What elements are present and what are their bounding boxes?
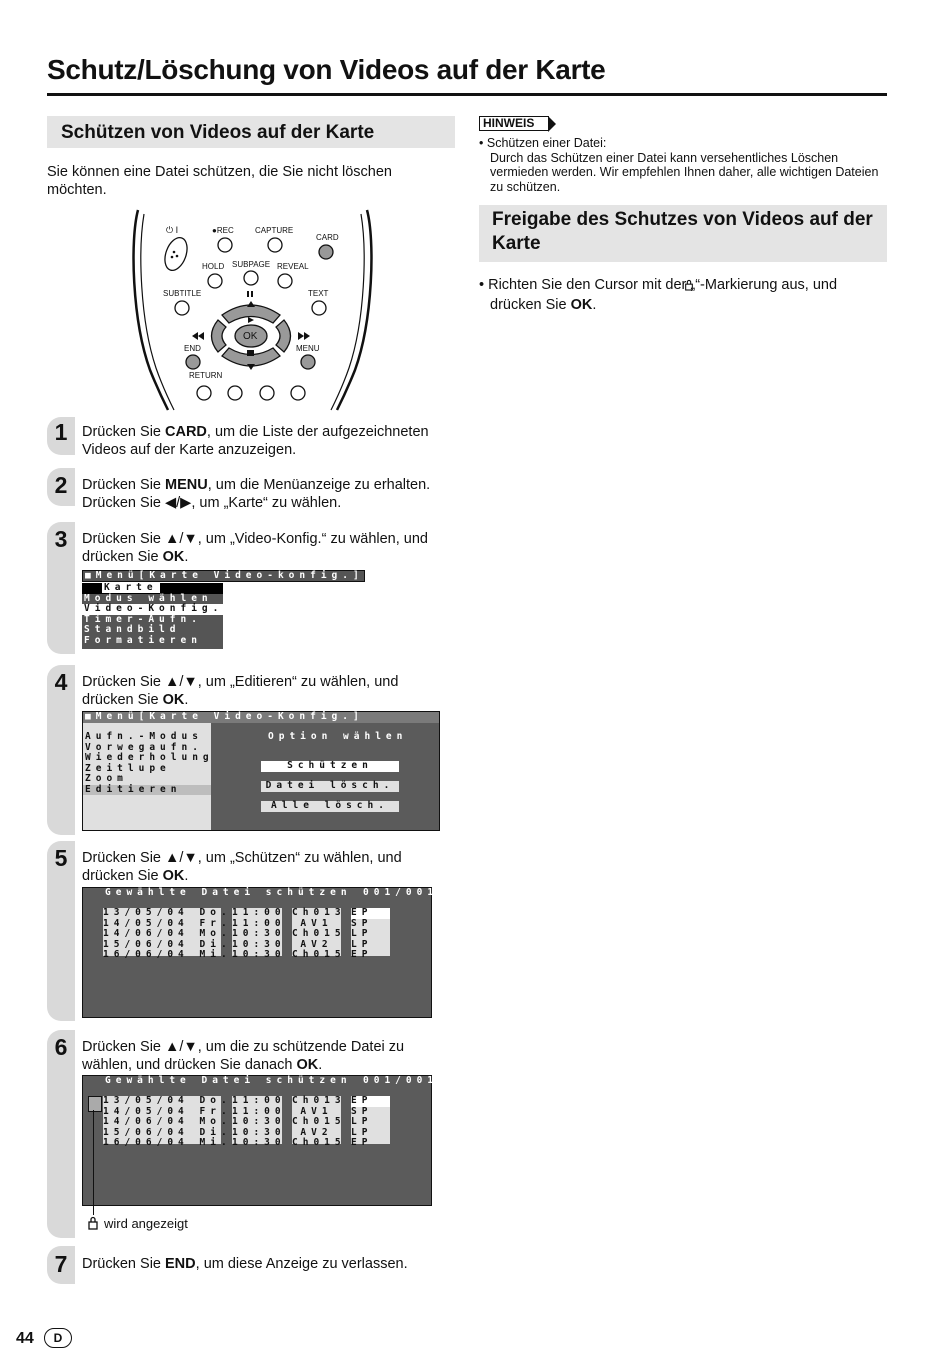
menu3-list [82, 583, 223, 649]
remote-label-reveal: REVEAL [277, 262, 309, 271]
lock-caption: wird angezeigt [104, 1216, 188, 1231]
remote-label-return: RETURN [189, 371, 223, 380]
remote-label-end: END [184, 344, 201, 353]
step-text-7: Drücken Sie END, um diese Anzeige zu verlassen. [82, 1256, 408, 1272]
menu4-item[interactable]: Zeitlupe [85, 762, 171, 774]
step-text-2: Drücken Sie MENU, um die Menüanzeige zu erhalten. Drücken Sie ◀/▶, um „Karte“ zu wählen. [82, 477, 431, 511]
step-text-6: Drücken Sie ▲/▼, um die zu schützende Datei zu wählen, und drücken Sie danach OK. [82, 1039, 405, 1073]
filelist-row[interactable]: 14/06/04 Mo. [103, 928, 232, 939]
step-number: 2 [54, 472, 68, 498]
menu4-option-delete-file[interactable]: Datei lösch. [261, 781, 399, 792]
menu3-item-selected[interactable]: Karte [82, 583, 223, 594]
hinweis-note: • Schützen einer Datei: Durch das Schützen einer Datei kann versehentliches Löschen vermieden werden. Wir empfehlen Ihnen daher, alle wichtigen Dateien zu schützen. [479, 136, 879, 194]
remote-label-text: TEXT [308, 289, 329, 298]
remote-label-ok: OK [243, 331, 258, 342]
step-text-3: Drücken Sie ▲/▼, um „Video-Konfig.“ zu wählen, und drücken Sie OK. [82, 531, 428, 565]
filelist-mode-col: EP SP LP LP EP [351, 908, 390, 956]
step-number: 5 [54, 845, 68, 871]
remote-label-menu: MENU [296, 344, 320, 353]
step-text-4: Drücken Sie ▲/▼, um „Editieren“ zu wählen, und drücken Sie OK. [82, 674, 399, 708]
menu3-item[interactable]: Formatieren [84, 634, 202, 646]
unprotect-instruction: • Richten Sie den Cursor mit der „“-Markierung aus, und drücken Sie OK. [479, 277, 838, 313]
menu4-option-delete-all[interactable]: Alle lösch. [261, 801, 399, 812]
section-heading-unprotect: Freigabe des Schutzes von Videos auf der Karte [479, 205, 887, 262]
remote-label-power: ⏻ I [166, 225, 179, 235]
filelist-row[interactable]: 14/05/04 Fr. [103, 1105, 232, 1117]
lock-icon [87, 1216, 99, 1230]
menu4-item[interactable]: Wiederholung [85, 752, 214, 763]
filelist-row[interactable]: 16/06/04 Mi. [103, 1137, 232, 1148]
menu3-item[interactable]: Timer-Aufn. [84, 613, 202, 625]
filelist-row[interactable]: 16/06/04 Mi. [103, 949, 232, 960]
filelist-channel-col: Ch013 AV1 Ch015 AV2 Ch015 [292, 907, 346, 960]
menu4-item[interactable]: Vorwegaufn. [85, 741, 203, 753]
filelist-row[interactable]: 14/06/04 Mo. [103, 1116, 232, 1127]
remote-label-hold: HOLD [202, 262, 225, 271]
filelist-row[interactable]: 13/05/04 Do. [103, 1095, 232, 1106]
title-rule [47, 93, 887, 96]
menu4-item[interactable]: Zoom [85, 773, 128, 784]
filelist-row[interactable]: 14/05/04 Fr. [103, 917, 232, 929]
filelist-date-col [103, 907, 232, 960]
menu4-option-title: Option wählen [268, 731, 408, 742]
remote-label-rec: ●REC [212, 226, 234, 235]
step-number: 7 [54, 1251, 68, 1277]
intro-text: Sie können eine Datei schützen, die Sie nicht löschen möchten. [47, 164, 392, 198]
callout-line [93, 1110, 94, 1215]
menu4-left-panel [83, 723, 214, 830]
menu4-screen [82, 711, 440, 831]
remote-label-subtitle: SUBTITLE [163, 289, 202, 298]
menu4-item[interactable]: Aufn.-Modus [85, 731, 203, 742]
step-bar-6 [47, 1030, 75, 1238]
filelist-header: Gewählte Datei schützen 001/001 [105, 887, 439, 898]
menu3-header: ■Menü[Karte Video-konfig.] [82, 570, 365, 582]
filelist-mode-col: EP SP LP LP EP [351, 1096, 390, 1144]
language-badge: D [44, 1328, 72, 1348]
step-number: 6 [54, 1034, 68, 1060]
page-number: 44 [16, 1330, 34, 1347]
page-title: Schutz/Löschung von Videos auf der Karte [47, 54, 606, 85]
filelist-time-col: 11:00 11:00 10:30 10:30 10:30 [232, 1095, 286, 1148]
menu3-item[interactable]: Modus wählen [84, 592, 213, 604]
filelist-channel-col: Ch013 AV1 Ch015 AV2 Ch015 [292, 1095, 346, 1148]
hinweis-label: HINWEIS [479, 114, 549, 129]
menu4-header: ■Menü[Karte Video-Konfig.] [83, 712, 439, 723]
remote-label-card: CARD [316, 233, 339, 242]
filelist-time-col: 11:00 11:00 10:30 10:30 10:30 [232, 907, 286, 960]
menu4-option-protect[interactable]: Schützen [261, 761, 399, 772]
filelist-header: Gewählte Datei schützen 001/001 [105, 1075, 439, 1086]
menu4-item-selected[interactable]: Editieren [83, 785, 211, 796]
step-number: 1 [54, 419, 68, 445]
remote-label-capture: CAPTURE [255, 226, 294, 235]
filelist-screen-5 [82, 887, 439, 1018]
filelist-date-col [103, 1095, 232, 1148]
filelist-screen-6 [82, 1075, 439, 1206]
remote-label-subpage: SUBPAGE [232, 260, 271, 269]
lock-icon [88, 1096, 102, 1112]
step-text-1: Drücken Sie CARD, um die Liste der aufgezeichneten Videos auf der Karte anzuzeigen. [82, 424, 429, 458]
filelist-row[interactable]: 15/06/04 Di. [103, 938, 232, 950]
section-heading-protect: Schützen von Videos auf der Karte [47, 116, 455, 148]
step-number: 4 [54, 669, 68, 695]
filelist-row[interactable]: 13/05/04 Do. [103, 907, 232, 918]
step-number: 3 [54, 526, 68, 552]
menu3-item[interactable]: Standbild [84, 624, 181, 635]
step-text-5: Drücken Sie ▲/▼, um „Schützen“ zu wählen, und drücken Sie OK. [82, 850, 402, 884]
menu3-item-highlight[interactable]: Video-Konfig. [84, 603, 224, 614]
remote-control-illustration [130, 210, 375, 410]
filelist-row[interactable]: 15/06/04 Di. [103, 1126, 232, 1138]
